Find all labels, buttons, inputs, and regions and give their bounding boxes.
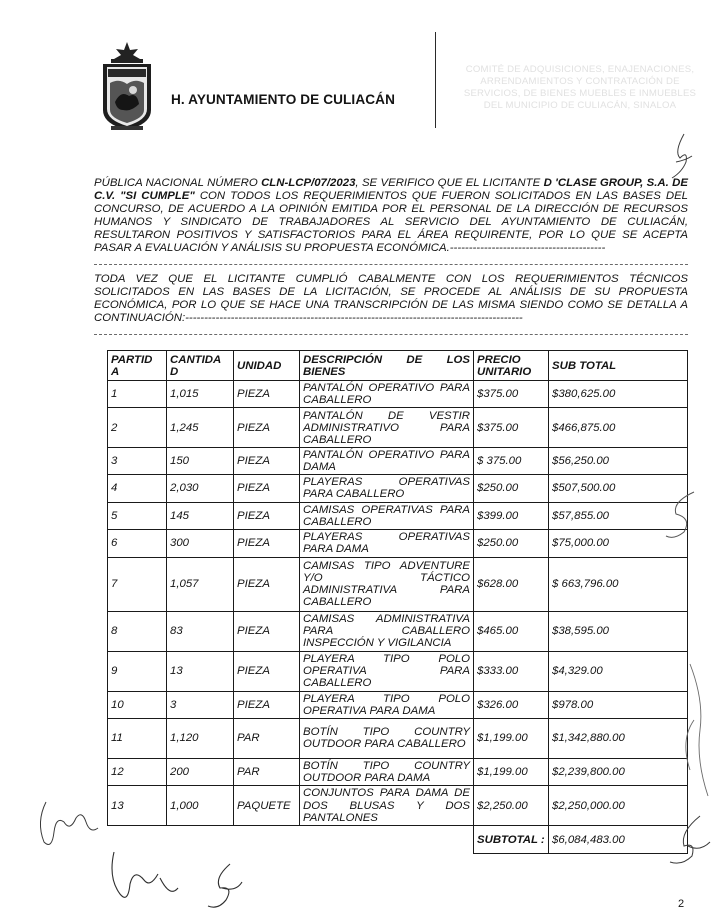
signature-left-margin	[32, 792, 102, 854]
cell-cantidad: 2,030	[167, 475, 234, 502]
header-unidad: UNIDAD	[234, 351, 300, 381]
table-row	[108, 611, 688, 651]
cell-descripcion: CAMISAS TIPO ADVENTURE Y/O TÁCTICO ADMINISTRATIVA PARA CABALLERO	[300, 557, 474, 611]
cell-partida: 1	[108, 381, 167, 408]
cell-unidad: PIEZA	[234, 691, 300, 718]
cell-precio: $465.00	[474, 611, 549, 651]
cell-subtotal: $57,855.00	[549, 502, 688, 529]
dashed-separator	[94, 264, 688, 265]
cell-subtotal: $507,500.00	[549, 475, 688, 502]
table-row	[108, 502, 688, 529]
cell-subtotal: $75,000.00	[549, 529, 688, 557]
cell-subtotal: $380,625.00	[549, 381, 688, 408]
cell-descripcion: BOTÍN TIPO COUNTRY OUTDOOR PARA DAMA	[300, 758, 474, 785]
cell-precio: $ 375.00	[474, 448, 549, 475]
header-partida: PARTID A	[108, 351, 167, 381]
table-row	[108, 408, 688, 448]
table-row	[108, 786, 688, 826]
economic-proposal-table	[107, 350, 688, 854]
cell-descripcion: PLAYERA TIPO POLO OPERATIVA PARA DAMA	[300, 691, 474, 718]
page-number: 2	[678, 898, 685, 910]
header-divider	[435, 32, 436, 128]
cell-subtotal: $56,250.00	[549, 448, 688, 475]
cell-precio: $1,199.00	[474, 758, 549, 785]
cell-subtotal: $ 663,796.00	[549, 557, 688, 611]
table-row	[108, 529, 688, 557]
bidder-name: D 'CLASE GROUP, S.A. DE C.V. "SI CUMPLE"	[94, 177, 689, 202]
cell-cantidad: 1,120	[167, 718, 234, 758]
committee-line: COMITÉ DE ADQUISICIONES, ENAJENACIONES,	[465, 64, 695, 75]
cell-unidad: PIEZA	[234, 611, 300, 651]
verification-paragraph: PÚBLICA NACIONAL NÚMERO CLN-LCP/07/2023, SE VERIFICO QUE EL LICITANTE D 'CLASE GROUP, S.A. DE C.V. "SI CUMPLE" CON TODOS LOS REQUERIMIENTOS QUE FUERON SOLICITADOS EN LAS BASES DEL CONCURSO, DE ACUERDO A LA OPINIÓN EMITIDA POR EL PERSONAL DE LA DIRECCIÓN DE RECURSOS HUMANOS Y SINDICATO DE TRABAJADORES AL SERVICIO DEL AYUNTAMIENTO DE CULIACÁN, RESULTARON POSITIVOS Y SATISFACTORIOS PARA EL ÁREA REQUIRENTE, POR LO QUE SE ACEPTA PASAR A EVALUACIÓN Y ANÁLISIS SU PROPUESTA ECONÓMICA.-----------------------------------------	[94, 177, 689, 254]
table-row	[108, 758, 688, 785]
cell-cantidad: 83	[167, 611, 234, 651]
header-descripcion: DESCRIPCIÓN DE LOS BIENES	[300, 351, 474, 381]
cell-partida: 8	[108, 611, 167, 651]
cell-descripcion: CAMISAS ADMINISTRATIVA PARA CABALLERO INSPECCIÓN Y VIGILANCIA	[300, 611, 474, 651]
cell-unidad: PIEZA	[234, 475, 300, 502]
table-row	[108, 475, 688, 502]
header-subtotal: SUB TOTAL	[549, 351, 688, 381]
committee-line: SERVICIOS, DE BIENES MUEBLES E INMUEBLES	[463, 88, 697, 99]
cell-unidad: PAQUETE	[234, 786, 300, 826]
table-header-row	[108, 351, 688, 381]
cell-cantidad: 1,245	[167, 408, 234, 448]
cell-descripcion: PANTALÓN OPERATIVO PARA CABALLERO	[300, 381, 474, 408]
cell-subtotal: $38,595.00	[549, 611, 688, 651]
header-cantidad: CANTIDA D	[167, 351, 234, 381]
economic-analysis-paragraph: TODA VEZ QUE EL LICITANTE CUMPLIÓ CABALMENTE CON LOS REQUERIMIENTOS TÉCNICOS SOLICITADOS EN LAS BASES DE LA LICITACIÓN, SE PROCEDE AL ANÁLISIS DE SU PROPUESTA ECONÓMICA, POR LO QUE SE HACE UNA TRANSCRIPCIÓN DE LAS MISMA SIENDO COMO SE DETALLA A CONTINUACIÓN:-----------------------------------------------------------------------------------------	[94, 273, 688, 324]
cell-unidad: PIEZA	[234, 557, 300, 611]
table-row	[108, 381, 688, 408]
cell-subtotal: $1,342,880.00	[549, 718, 688, 758]
signature-bottom-right	[660, 812, 716, 872]
table-row	[108, 718, 688, 758]
subtotal-value: $6,084,483.00	[549, 826, 688, 854]
city-seal-logo	[99, 40, 155, 132]
cell-unidad: PIEZA	[234, 448, 300, 475]
cell-partida: 6	[108, 529, 167, 557]
cell-descripcion: PLAYERAS OPERATIVAS PARA CABALLERO	[300, 475, 474, 502]
cell-precio: $333.00	[474, 651, 549, 691]
cell-partida: 3	[108, 448, 167, 475]
cell-cantidad: 145	[167, 502, 234, 529]
signature-bottom-center	[200, 860, 250, 912]
cell-cantidad: 1,000	[167, 786, 234, 826]
cell-unidad: PAR	[234, 718, 300, 758]
table-row	[108, 651, 688, 691]
signature-bottom-left	[100, 848, 210, 912]
cell-precio: $628.00	[474, 557, 549, 611]
cell-cantidad: 300	[167, 529, 234, 557]
signature-right-margin	[660, 660, 720, 800]
signature-initials-top	[666, 132, 696, 182]
cell-unidad: PIEZA	[234, 408, 300, 448]
cell-partida: 11	[108, 718, 167, 758]
cell-subtotal: $4,329.00	[549, 651, 688, 691]
cell-precio: $399.00	[474, 502, 549, 529]
cell-cantidad: 150	[167, 448, 234, 475]
header-precio: PRECIO UNITARIO	[474, 351, 549, 381]
cell-cantidad: 1,015	[167, 381, 234, 408]
table-row	[108, 691, 688, 718]
cell-partida: 5	[108, 502, 167, 529]
cell-precio: $2,250.00	[474, 786, 549, 826]
cell-subtotal: $978.00	[549, 691, 688, 718]
committee-watermark	[448, 64, 712, 112]
cell-cantidad: 200	[167, 758, 234, 785]
cell-partida: 10	[108, 691, 167, 718]
procedure-number: CLN-LCP/07/2023	[261, 177, 356, 189]
cell-precio: $375.00	[474, 408, 549, 448]
cell-partida: 9	[108, 651, 167, 691]
cell-unidad: PIEZA	[234, 529, 300, 557]
cell-partida: 7	[108, 557, 167, 611]
cell-cantidad: 3	[167, 691, 234, 718]
cell-precio: $1,199.00	[474, 718, 549, 758]
cell-descripcion: PANTALÓN OPERATIVO PARA DAMA	[300, 448, 474, 475]
cell-precio: $375.00	[474, 381, 549, 408]
cell-precio: $326.00	[474, 691, 549, 718]
cell-descripcion: PLAYERAS OPERATIVAS PARA DAMA	[300, 529, 474, 557]
cell-subtotal: $2,250,000.00	[549, 786, 688, 826]
table-row	[108, 448, 688, 475]
cell-precio: $250.00	[474, 475, 549, 502]
cell-descripcion: CAMISAS OPERATIVAS PARA CABALLERO	[300, 502, 474, 529]
cell-cantidad: 13	[167, 651, 234, 691]
signature-initials-right	[662, 488, 702, 544]
subtotal-label: SUBTOTAL :	[474, 826, 549, 854]
cell-precio: $250.00	[474, 529, 549, 557]
cell-subtotal: $466,875.00	[549, 408, 688, 448]
cell-unidad: PIEZA	[234, 502, 300, 529]
organization-title: H. AYUNTAMIENTO DE CULIACÁN	[171, 92, 395, 107]
dashed-separator	[94, 334, 688, 335]
cell-subtotal: $2,239,800.00	[549, 758, 688, 785]
cell-descripcion: PLAYERA TIPO POLO OPERATIVA PARA CABALLERO	[300, 651, 474, 691]
cell-unidad: PIEZA	[234, 651, 300, 691]
committee-line: DEL MUNICIPIO DE CULIACÁN, SINALOA	[483, 100, 677, 111]
cell-unidad: PAR	[234, 758, 300, 785]
committee-line: ARRENDAMIENTOS Y CONTRATACIÓN DE	[480, 76, 680, 87]
cell-unidad: PIEZA	[234, 381, 300, 408]
cell-partida: 4	[108, 475, 167, 502]
table-row	[108, 557, 688, 611]
cell-partida: 2	[108, 408, 167, 448]
cell-partida: 12	[108, 758, 167, 785]
cell-cantidad: 1,057	[167, 557, 234, 611]
cell-partida: 13	[108, 786, 167, 826]
cell-descripcion: CONJUNTOS PARA DAMA DE DOS BLUSAS Y DOS PANTALONES	[300, 786, 474, 826]
cell-descripcion: PANTALÓN DE VESTIR ADMINISTRATIVO PARA CABALLERO	[300, 408, 474, 448]
cell-descripcion: BOTÍN TIPO COUNTRY OUTDOOR PARA CABALLERO	[300, 718, 474, 758]
